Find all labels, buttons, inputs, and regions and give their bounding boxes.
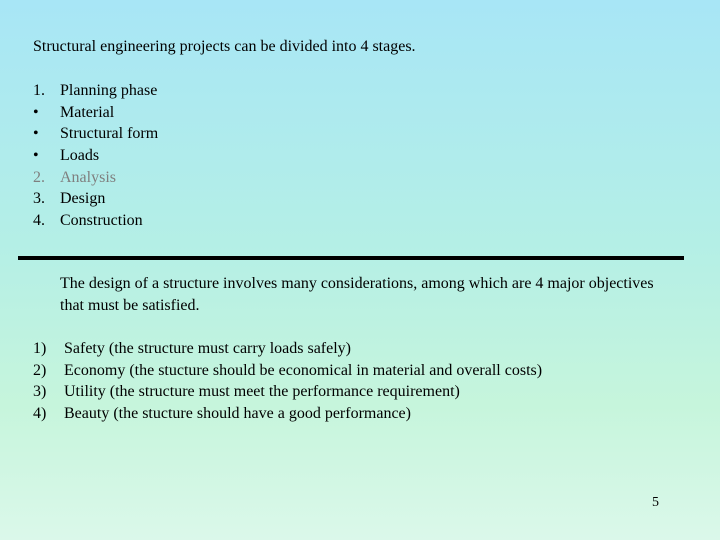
section-divider [18,256,684,260]
stage-item-planning [33,80,158,102]
list-marker: 3) [33,383,47,401]
intro-text: Structural engineering projects can be divided into 4 stages. [33,38,416,55]
objective-item-economy [33,360,542,382]
objective-text: Utility (the structure must meet the performance requirement) [64,383,460,401]
stage-label: Construction [60,212,143,230]
list-marker: 4) [33,404,47,422]
lead-paragraph: The design of a structure involves many considerations, among which are 4 major objectives that must be satisfied. [60,275,654,314]
stage-label: Material [60,103,115,121]
bullet-marker: • [33,125,39,143]
stage-label: Analysis [60,168,116,186]
stage-label: Planning phase [60,82,158,99]
stage-item-loads [33,145,158,167]
stage-label: Structural form [60,125,159,143]
bullet-marker: • [33,147,39,165]
objective-text: Economy (the stucture should be economical in material and overall costs) [64,361,543,379]
list-marker: 2. [33,168,45,186]
objective-item-safety [33,338,542,360]
list-marker: 2) [33,361,47,379]
stage-item-construction [33,210,158,232]
stage-item-material [33,102,158,124]
stage-item-design [33,188,158,210]
objective-text: Beauty (the stucture should have a good performance) [64,404,411,422]
page-number: 5 [652,495,659,510]
bullet-marker: • [33,103,39,121]
stage-item-structural-form [33,123,158,145]
list-marker: 1. [33,82,45,99]
objectives-list [33,338,542,424]
list-marker: 4. [33,212,45,230]
list-marker: 3. [33,190,45,208]
objective-item-beauty [33,403,542,425]
objective-item-utility [33,381,542,403]
stage-label: Design [60,190,106,208]
objective-text: Safety (the structure must carry loads safely) [64,340,352,357]
stage-label: Loads [60,147,100,165]
stage-list [33,80,158,232]
list-marker: 1) [33,340,47,357]
stage-item-analysis [33,167,158,189]
